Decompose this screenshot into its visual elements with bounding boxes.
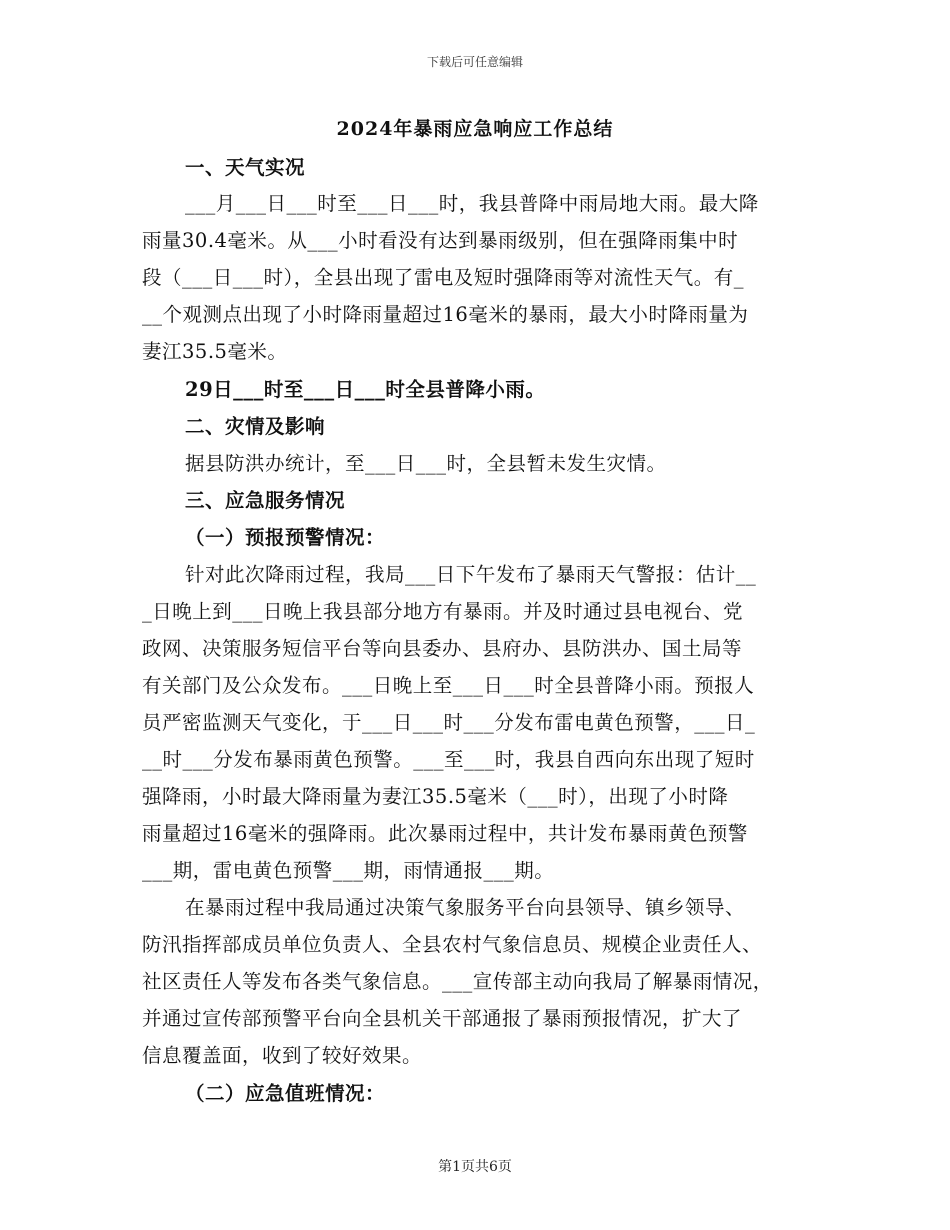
paragraph-line: 雨量超过16毫米的强降雨。此次暴雨过程中，共计发布暴雨黄色预警 (142, 822, 748, 845)
paragraph-line: 防汛指挥部成员单位负责人、全县农村气象信息员、规模企业责任人、 (142, 933, 763, 956)
paragraph-line: _日晚上到___日晚上我县部分地方有暴雨。并及时通过县电视台、党 (142, 600, 744, 623)
paragraph-line: 政网、决策服务短信平台等向县委办、县府办、县防洪办、国土局等 (142, 637, 743, 660)
section-heading-disaster: 二、灾情及影响 (185, 415, 326, 438)
paragraph-line: 员严密监测天气变化，于___日___时___分发布雷电黄色预警，___日_ (142, 711, 756, 734)
section-heading-emergency: 三、应急服务情况 (185, 489, 346, 512)
section-heading-weather: 一、天气实况 (185, 156, 306, 179)
paragraph-line: 社区责任人等发布各类气象信息。___宣传部主动向我局了解暴雨情况， (142, 970, 773, 993)
paragraph-line: 强降雨，小时最大降雨量为妻江35.5毫米（___时），出现了小时降 (142, 785, 729, 808)
paragraph-line: 有关部门及公众发布。___日晚上至___日___时全县普降小雨。预报人 (142, 674, 755, 697)
paragraph-line: 据县防洪办统计，至___日___时，全县暂未发生灾情。 (185, 452, 667, 475)
paragraph-line-bold: 29日___时至___日___时全县普降小雨。 (185, 378, 546, 401)
subsection-heading-duty: （二）应急值班情况： (185, 1082, 386, 1105)
page-footer: 第1页共6页 (438, 1159, 512, 1175)
paragraph-line: __个观测点出现了小时降雨量超过16毫米的暴雨，最大小时降雨量为 (142, 303, 749, 326)
paragraph-line: ___月___日___时至___日___时，我县普降中雨局地大雨。最大降 (185, 192, 759, 215)
paragraph-line: 妻江35.5毫米。 (142, 340, 288, 363)
paragraph-line: ___期，雷电黄色预警___期，雨情通报___期。 (142, 859, 555, 882)
paragraph-line: 并通过宣传部预警平台向全县机关干部通报了暴雨预报情况，扩大了 (142, 1007, 743, 1030)
paragraph-line: 针对此次降雨过程，我局___日下午发布了暴雨天气警报：估计__ (185, 563, 757, 586)
document-title: 2024年暴雨应急响应工作总结 (336, 118, 614, 140)
subsection-heading-forecast: （一）预报预警情况： (185, 526, 386, 549)
paragraph-line: 段（___日___时），全县出现了雷电及短时强降雨等对流性天气。有_ (142, 266, 745, 289)
paragraph-line: 在暴雨过程中我局通过决策气象服务平台向县领导、镇乡领导、 (185, 896, 746, 919)
paragraph-line: 雨量30.4毫米。从___小时看没有达到暴雨级别，但在强降雨集中时 (142, 229, 739, 252)
paragraph-line: __时___分发布暴雨黄色预警。___至___时，我县自西向东出现了短时 (142, 748, 755, 771)
page-header: 下载后可任意编辑 (426, 55, 523, 69)
paragraph-line: 信息覆盖面，收到了较好效果。 (142, 1044, 423, 1067)
